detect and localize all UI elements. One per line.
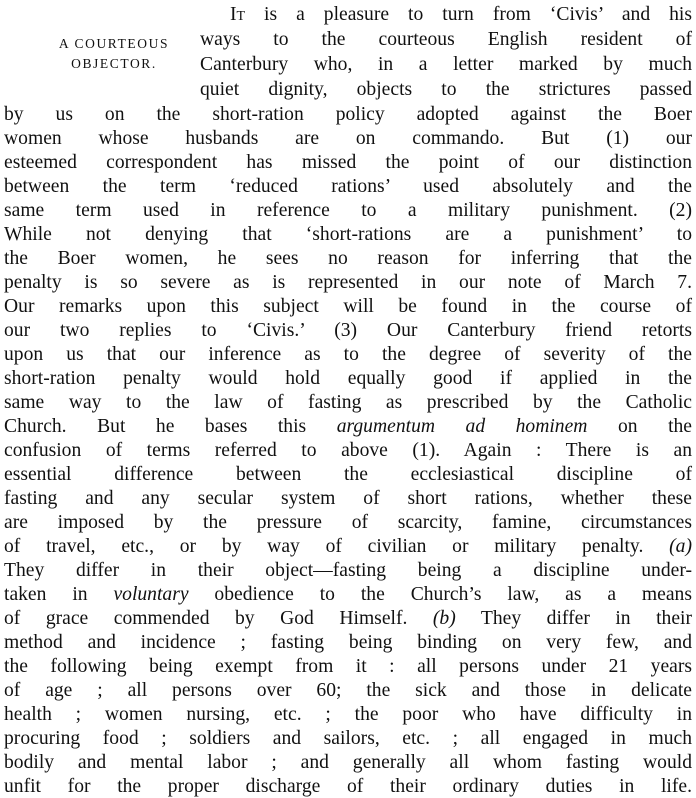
- text-line-10: While not denying that ‘short-rations are a punishment’ to: [4, 224, 692, 245]
- text-line-25-end: obedience to the Church’s law, as a means: [188, 584, 692, 605]
- text-line-11: the Boer women, he sees no reason for inferring that the: [4, 248, 692, 269]
- text-line-16: short-ration penalty would hold equally good if applied in the: [4, 368, 692, 389]
- text-line-30: health ; women nursing, etc. ; the poor who have difficulty in: [4, 704, 692, 725]
- text-line-14: our two replies to ‘Civis.’ (3) Our Canterbury friend retorts: [4, 320, 692, 341]
- text-line-18: [4, 415, 692, 438]
- drop-word: It: [230, 4, 246, 25]
- text-line-15: upon us that our inference as to the degree of severity of the: [4, 344, 692, 365]
- text-line-9: same term used in reference to a military punishment. (2): [4, 200, 692, 221]
- marginal-heading-line-1: A COURTEOUS: [58, 36, 170, 51]
- text-line-2: ways to the courteous English resident of: [200, 29, 692, 50]
- text-line-24: They differ in their object—fasting being a discipline under-: [4, 560, 692, 581]
- latin-phrase: argumentum ad hominem: [336, 416, 588, 437]
- text-line-8: between the term ‘reduced rations’ used absolutely and the: [4, 176, 692, 197]
- text-line-33: unfit for the proper discharge of their ordinary duties in life.: [4, 776, 692, 797]
- text-line-13: Our remarks upon this subject will be found in the course of: [4, 296, 692, 317]
- text-line-20: essential difference between the ecclesiastical discipline of: [4, 464, 692, 485]
- list-marker-b: (b): [432, 608, 456, 629]
- text-line-31: procuring food ; soldiers and sailors, etc. ; all engaged in much: [4, 728, 692, 749]
- text-line-23: [4, 535, 692, 558]
- text-line-23-start: of travel, etc., or by way of civilian or military penalty.: [4, 536, 644, 557]
- text-line-12: penalty is so severe as is represented in our note of March 7.: [4, 272, 692, 293]
- emphasis-voluntary: voluntary: [113, 584, 189, 605]
- text-line-7: esteemed correspondent has missed the point of our distinction: [4, 152, 692, 173]
- text-line-19: confusion of terms referred to above (1). Again : There is an: [4, 440, 692, 461]
- text-line-25-start: taken in: [4, 584, 88, 605]
- text-line-29: of age ; all persons over 60; the sick and those in delicate: [4, 680, 692, 701]
- marginal-heading-line-2: OBJECTOR.: [71, 56, 157, 71]
- document-page: [4, 0, 692, 798]
- list-marker-a: (a): [669, 536, 692, 557]
- text-line-17: same way to the law of fasting as prescribed by the Catholic: [4, 392, 692, 413]
- text-line-22: are imposed by the pressure of scarcity, famine, circumstances: [4, 512, 692, 533]
- text-line-26-end: They differ in their: [455, 608, 692, 629]
- text-line-28: the following being exempt from it : all persons under 21 years: [4, 656, 692, 677]
- marginal-heading: [34, 34, 194, 74]
- text-line-3: Canterbury who, in a letter marked by much: [200, 54, 692, 75]
- text-line-25: [4, 583, 692, 606]
- text-line-32: bodily and mental labor ; and generally all whom fasting would: [4, 752, 692, 773]
- text-line-18-end: on the: [587, 416, 692, 437]
- text-line-5: by us on the short-ration policy adopted against the Boer: [4, 104, 692, 125]
- text-line-4: quiet dignity, objects to the strictures passed: [200, 79, 692, 100]
- text-line-21: fasting and any secular system of short rations, whether these: [4, 488, 692, 509]
- text-line-26: [4, 607, 692, 630]
- text-line-1: [230, 3, 692, 26]
- text-line-6: women whose husbands are on commando. But (1) our: [4, 128, 692, 149]
- text-line-26-start: of grace commended by God Himself.: [4, 608, 408, 629]
- text-line-1-rest: is a pleasure to turn from ‘Civis’ and his: [245, 4, 692, 25]
- text-line-18-start: Church. But he bases this: [4, 416, 307, 437]
- text-line-27: method and incidence ; fasting being binding on very few, and: [4, 632, 692, 653]
